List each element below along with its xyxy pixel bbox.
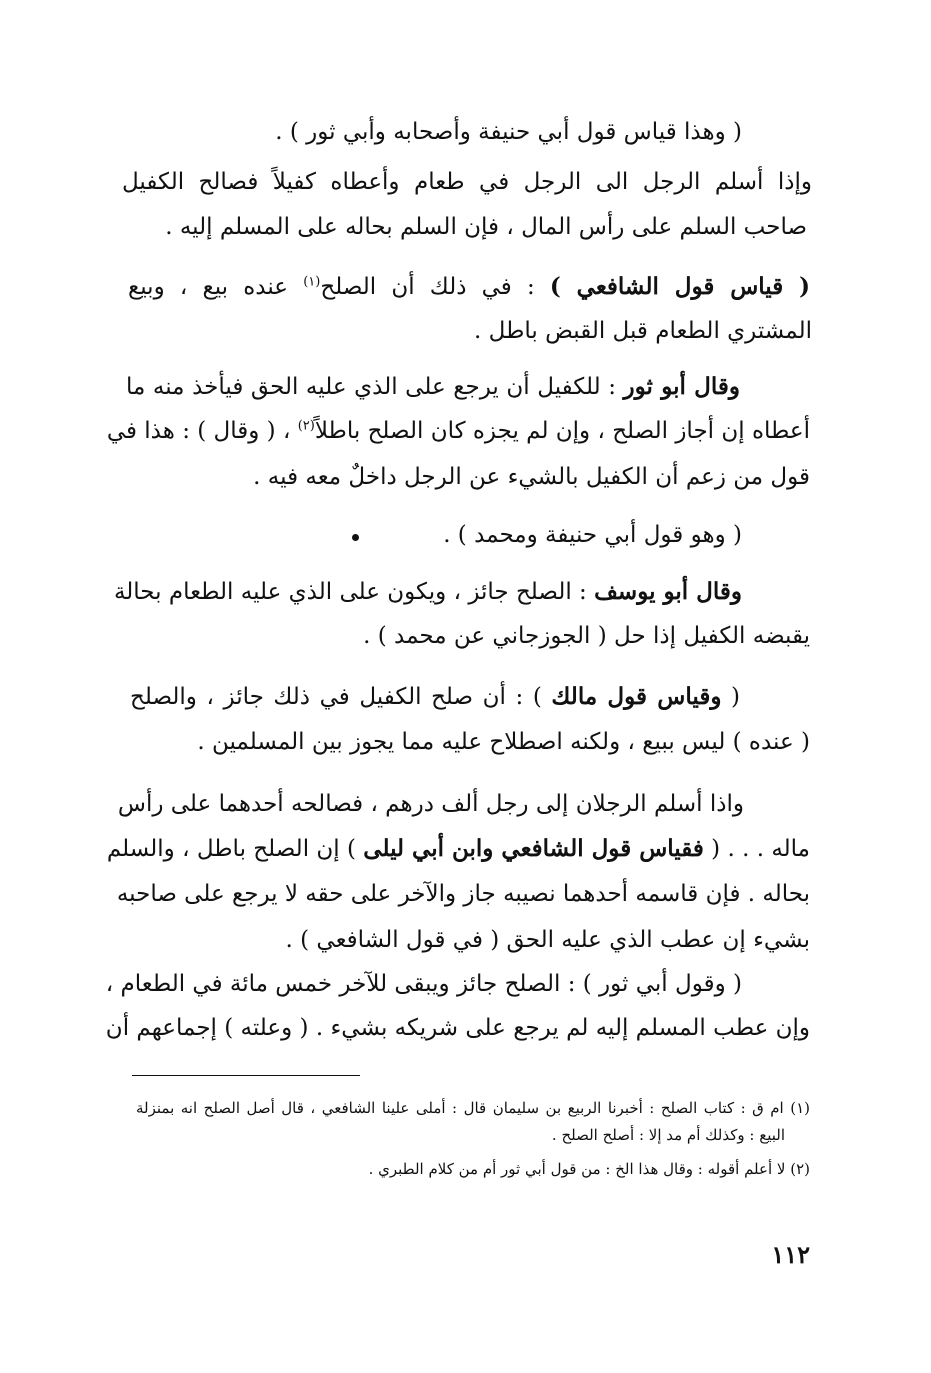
page-number: ١١٢: [771, 1240, 810, 1269]
text-line: [128, 272, 810, 302]
text-line: بشيء إن عطب الذي عليه الحق ( في قول الشافعي ) .: [285, 927, 810, 953]
text-line: صاحب السلم على رأس المال ، فإن السلم بحاله على المسلم إليه .: [165, 214, 807, 240]
text-line: ( وقول أبي ثور ) : الصلح جائز ويبقى للآخر خمس مائة في الطعام ،: [105, 971, 742, 997]
text-span: (: [721, 684, 740, 710]
text-line: [106, 834, 810, 864]
text-line: [126, 372, 740, 402]
footnote: (٢) لا أعلم أقوله : وقال هذا الخ : من قول أبي ثور أم من كلام الطبري .: [368, 1160, 810, 1178]
text-line: وإن عطب المسلم إليه لم يرجع على شريكه بشيء . ( وعلته ) إجماعهم أن: [105, 1015, 810, 1041]
text-line: واذا أسلم الرجلان إلى رجل ألف درهم ، فصالحه أحدهما على رأس: [117, 791, 744, 817]
text-line: [106, 416, 810, 446]
text-line: المشتري الطعام قبل القبض باطل .: [474, 318, 812, 344]
footnote-separator: [132, 1075, 360, 1076]
bold-phrase: ( قياس قول الشافعي ): [549, 273, 810, 300]
bold-phrase: وقال أبو ثور: [623, 373, 740, 400]
footnote-ref[interactable]: (١): [303, 274, 321, 290]
bold-phrase: فقياس قول الشافعي وابن أبي ليلى: [363, 835, 704, 862]
text-span: ، ( وقال ) : هذا في: [106, 418, 298, 444]
stray-dot: [352, 534, 359, 541]
text-span: ) : أن صلح الكفيل في ذلك جائز ، والصلح: [130, 684, 552, 710]
footnote-continuation: البيع : وكذلك أم مد إلا : أصلح الصلح .: [551, 1126, 785, 1144]
text-line: [113, 577, 742, 607]
text-span: عنده بيع ، وبيع: [128, 274, 304, 300]
bold-phrase: وقال أبو يوسف: [594, 578, 742, 605]
text-line: ( عنده ) ليس ببيع ، ولكنه اصطلاح عليه مما يجوز بين المسلمين .: [197, 729, 810, 755]
text-line: بحاله . فإن قاسمه أحدهما نصيبه جاز والآخر على حقه لا يرجع على صاحبه: [116, 881, 810, 907]
text-span: ) إن الصلح باطل ، والسلم: [106, 836, 364, 862]
footnote-ref[interactable]: (٢): [297, 418, 315, 434]
text-line: ( وهو قول أبي حنيفة ومحمد ) .: [443, 522, 742, 548]
text-line: يقبضه الكفيل إذا حل ( الجوزجاني عن محمد ) .: [363, 623, 810, 649]
text-line: [130, 682, 740, 712]
text-span: : الصلح جائز ، ويكون على الذي عليه الطعام بحالة: [113, 579, 595, 605]
footnote: (١) ام ق : كتاب الصلح : أخبرنا الربيع بن سليمان قال : أملى علينا الشافعي ، قال أصل الصلح انه بمنزلة: [136, 1099, 810, 1117]
text-span: ماله . . . (: [703, 836, 810, 862]
text-line: قول من زعم أن الكفيل بالشيء عن الرجل داخلٌ معه فيه .: [253, 464, 810, 490]
text-span: : للكفيل أن يرجع على الذي عليه الحق فيأخذ منه ما: [126, 374, 624, 400]
text-span: أعطاه إن أجاز الصلح ، وإن لم يجزه كان الصلح باطلاً: [314, 418, 810, 444]
bold-phrase: وقياس قول مالك: [551, 683, 722, 710]
text-line: وإذا أسلم الرجل الى الرجل في طعام وأعطاه كفيلاً فصالح الكفيل: [122, 169, 812, 195]
text-span: : في ذلك أن الصلح: [320, 274, 550, 300]
text-line: ( وهذا قياس قول أبي حنيفة وأصحابه وأبي ثور ) .: [275, 119, 742, 145]
